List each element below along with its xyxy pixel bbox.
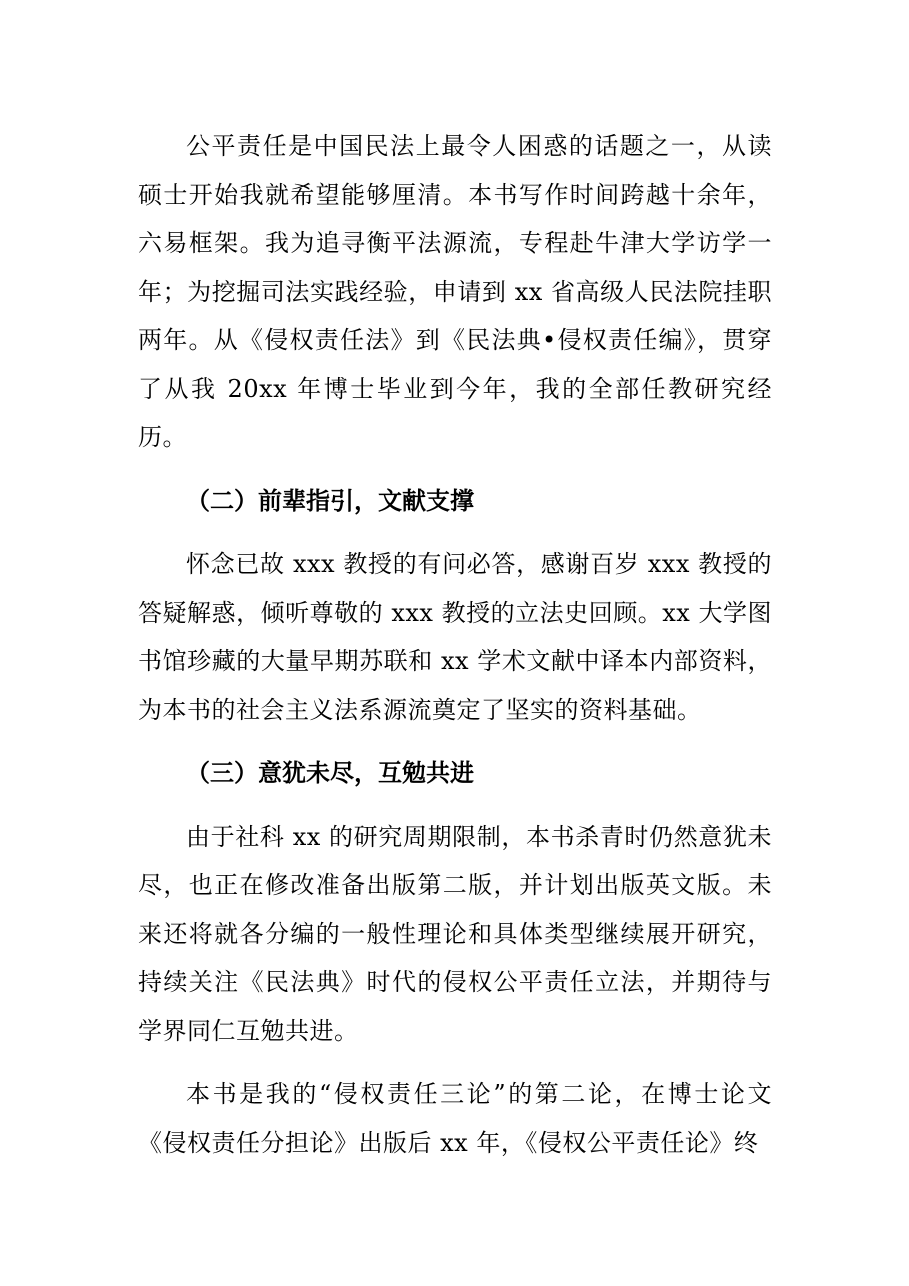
section-heading-2: （二）前辈指引，文献支撑 — [186, 486, 474, 515]
paragraph-motivation: 公平责任是中国民法上最令人困惑的话题之一，从读硕士开始我就希望能够厘清。本书写作时间跨越十余年，六易框架。我为追寻衡平法源流，专程赴牛津大学访学一年；为挖掘司法实践经验，申请到 xx 省高级人民法院挂职两年。从《侵权责任法》到《民法典•侵权责任编》，贯穿了从我 20xx 年博士毕业到今年，我的全部任教研究经历。 — [138, 132, 772, 451]
paragraph-series: 本书是我的“侵权责任三论”的第二论，在博士论文《侵权责任分担论》出版后 xx 年，《侵权公平责任论》终 — [138, 1080, 772, 1157]
paragraph-acknowledgements: 怀念已故 xxx 教授的有问必答，感谢百岁 xxx 教授的答疑解惑，倾听尊敬的 xxx 教授的立法史回顾。xx 大学图书馆珍藏的大量早期苏联和 xx 学术文献中译本内部资料，为本书的社会主义法系源流奠定了坚实的资料基础。 — [138, 550, 772, 724]
document-body — [138, 122, 772, 1182]
paragraph-future-work: 由于社科 xx 的研究周期限制，本书杀青时仍然意犹未尽，也正在修改准备出版第二版，并计划出版英文版。未来还将就各分编的一般性理论和具体类型继续展开研究，持续关注《民法典》时代的侵权公平责任立法，并期待与学界同仁互勉共进。 — [138, 822, 772, 1045]
section-heading-3: （三）意犹未尽，互勉共进 — [186, 759, 474, 787]
